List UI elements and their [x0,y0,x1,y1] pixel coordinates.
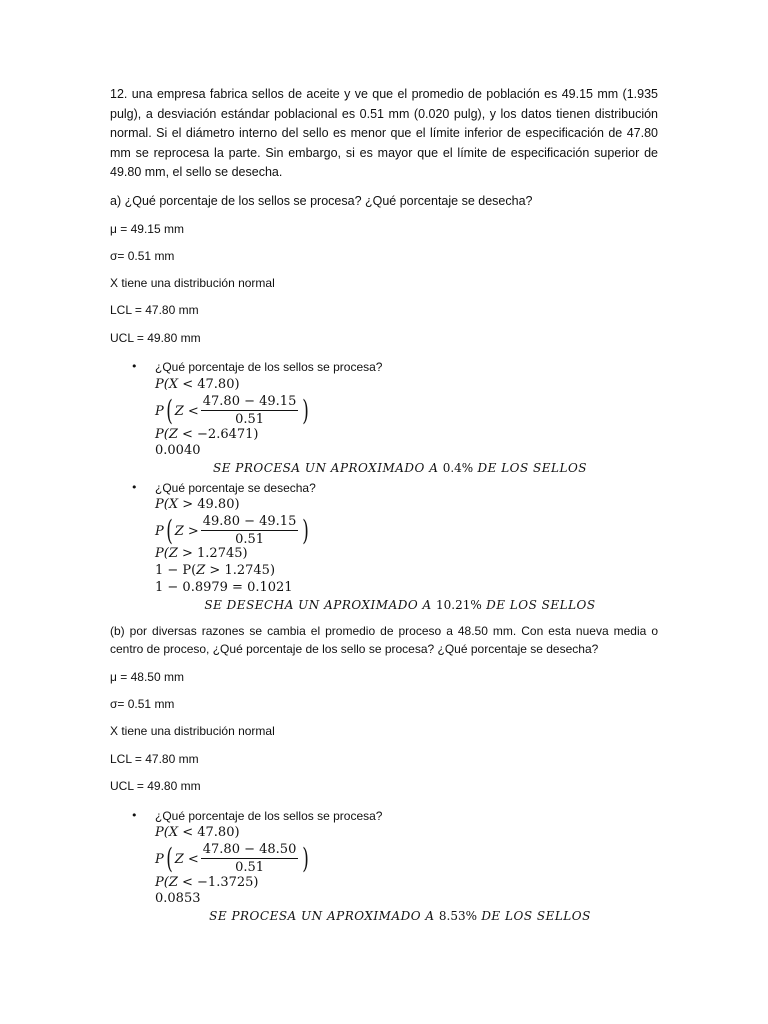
part-a-lcl: LCL = 47.80 mm [110,303,199,317]
part-a-q2-calc: 1 − 0.8979 = 0.1021 [155,580,293,595]
part-a-q2-conclusion: SE DESECHA UN APROXIMADO A 10.21% DE LOS SELLOS [204,598,596,612]
part-b-distribution: X tiene una distribución normal [110,724,275,738]
part-a-ucl: UCL = 49.80 mm [110,331,201,345]
part-a-q1-value: 0.0040 [155,443,201,458]
bullet-icon: • [131,809,138,822]
part-a-q2-heading: ¿Qué porcentaje se desecha? [155,481,316,495]
part-b-mu: μ = 48.50 mm [110,670,184,684]
part-a-q2-pz: P(Z > 1.2745) [155,546,248,561]
part-a-q1-conclusion: SE PROCESA UN APROXIMADO A 0.4% DE LOS SELLOS [212,461,588,475]
part-a-q1-px: P(X < 47.80) [155,377,240,392]
part-b-ucl: UCL = 49.80 mm [110,779,201,793]
part-b-question: (b) por diversas razones se cambia el promedio de proceso a 48.50 mm. Con esta nueva media o centro de proceso, ¿Qué porcentaje de los sello se procesa? ¿Qué porcentaje se desecha? [110,624,658,656]
part-b-sigma: σ= 0.51 mm [110,697,175,711]
part-a-question: a) ¿Qué porcentaje de los sellos se procesa? ¿Qué porcentaje se desecha? [110,194,533,208]
part-a-q2-complement: 1 − P(Z > 1.2745) [155,563,276,578]
part-b-q1-conclusion: SE PROCESA UN APROXIMADO A 8.53% DE LOS SELLOS [209,909,591,923]
part-a-q1-heading: ¿Qué porcentaje de los sellos se procesa? [155,360,383,374]
bullet-icon: • [131,481,138,494]
part-a-q2-standardize: P ( Z > $\frac{49.80 - 49.15}{0.51}$ ) [155,514,310,547]
problem-statement: 12. una empresa fabrica sellos de aceite y ve que el promedio de población es 49.15 mm (1.935 pulg), a desviación estándar poblacional es 0.51 mm (0.020 pulg), y los datos tienen distribución normal. Si el diámetro interno del sello es menor que el límite inferior de especificación de 47.80 mm se reprocesa la parte. Sin embargo, si es mayor que el límite de especificación superior de 49.80 mm, el sello se desecha. [110,87,658,179]
part-a-mu: μ = 49.15 mm [110,222,184,236]
part-a-sigma: σ= 0.51 mm [110,249,175,263]
part-b-q1-pz: P(Z < −1.3725) [155,875,259,890]
part-b-q1-px: P(X < 47.80) [155,825,240,840]
part-a-q2-px: P(X > 49.80) [155,497,240,512]
part-a-q1-pz: P(Z < −2.6471) [155,427,259,442]
part-b-q1-value: 0.0853 [155,891,201,906]
part-b-q1-standardize: P ( Z < $\frac{47.80 - 48.50}{0.51}$ ) [155,842,310,875]
part-b-lcl: LCL = 47.80 mm [110,752,199,766]
part-a-distribution: X tiene una distribución normal [110,276,275,290]
part-b-q1-heading: ¿Qué porcentaje de los sellos se procesa? [155,809,383,823]
part-a-q1-standardize: P ( Z < $\frac{47.80 - 49.15}{0.51}$ ) [155,394,310,427]
bullet-icon: • [131,360,138,373]
